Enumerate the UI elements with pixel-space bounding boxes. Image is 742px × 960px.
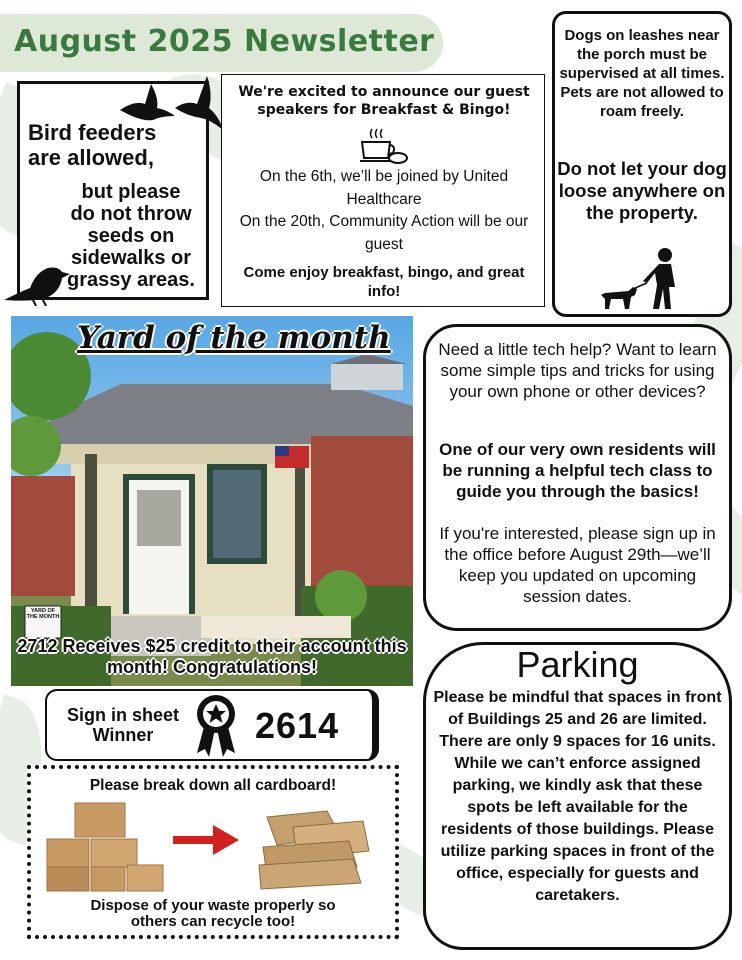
perched-bird-icon bbox=[2, 258, 72, 306]
yard-caption: 2712 Receives $25 credit to their account this month! Congratulations! bbox=[17, 636, 407, 677]
bird-body: but please do not throw seeds on sidewalks or grassy areas. bbox=[67, 181, 195, 291]
cardboard-footer: Dispose of your waste properly so others can recycle too! bbox=[90, 897, 336, 930]
speakers-heading: We're excited to announce our guest speakers for Breakfast & Bingo! bbox=[238, 84, 530, 118]
tech-help-notice bbox=[423, 324, 732, 631]
yard-title: Yard of the month bbox=[77, 320, 391, 356]
house-illustration bbox=[11, 316, 413, 686]
tech-intro: Need a little tech help? Want to learn some simple tips and tricks for using your own phone or other devices? bbox=[438, 340, 717, 401]
tech-highlight: One of our very own residents will be running a helpful tech class to guide you through the basics! bbox=[439, 440, 716, 501]
award-ribbon-icon bbox=[193, 693, 239, 759]
dog-walker-icon bbox=[601, 247, 691, 313]
dog-warning: Do not let your dog loose anywhere on the property. bbox=[557, 158, 727, 223]
dog-leash-notice bbox=[552, 11, 732, 317]
speaker-line-2: On the 20th, Community Action will be our guest bbox=[239, 213, 529, 253]
speakers-closing: Come enjoy breakfast, bingo, and great info! bbox=[243, 264, 525, 300]
newsletter-title: August 2025 Newsletter bbox=[14, 24, 435, 59]
winner-number: 2614 bbox=[255, 705, 340, 746]
speaker-line-1: On the 6th, we’ll be joined by United Healthcare bbox=[259, 168, 509, 208]
cardboard-heading: Please break down all cardboard! bbox=[89, 777, 337, 794]
parking-notice bbox=[423, 642, 732, 950]
flying-birds-icon bbox=[115, 70, 225, 135]
cardboard-recycling-notice bbox=[27, 765, 399, 939]
coffee-croissant-icon bbox=[358, 125, 408, 165]
stacked-boxes-icon bbox=[45, 801, 165, 893]
guest-speakers-notice bbox=[221, 74, 545, 307]
bird-heading: Bird feeders are allowed, bbox=[28, 120, 157, 170]
sign-in-winner-badge bbox=[45, 689, 379, 761]
red-arrow-icon bbox=[173, 825, 239, 855]
dog-rule: Dogs on leashes near the porch must be supervised at all times. Pets are not allowed to roam freely. bbox=[559, 27, 725, 120]
tech-signup: If you're interested, please sign up in the office before August 29th—we’ll keep you updated on upcoming session dates. bbox=[439, 524, 716, 606]
parking-title: Parking bbox=[516, 644, 639, 685]
flattened-cardboard-icon bbox=[253, 807, 373, 891]
winner-label: Sign in sheet Winner bbox=[66, 705, 180, 745]
parking-body: Please be mindful that spaces in front of Buildings 25 and 26 are limited. There are only 9 spaces for 16 units. While we can’t enforce assigned parking, we kindly ask that these spots be left available for the residents of those buildings. Please utilize parking spaces in front of the office, especially for guests and caretakers. bbox=[433, 689, 722, 904]
yard-sign-text: YARD OF THE MONTH bbox=[26, 608, 60, 620]
yard-of-month-photo bbox=[11, 316, 413, 686]
